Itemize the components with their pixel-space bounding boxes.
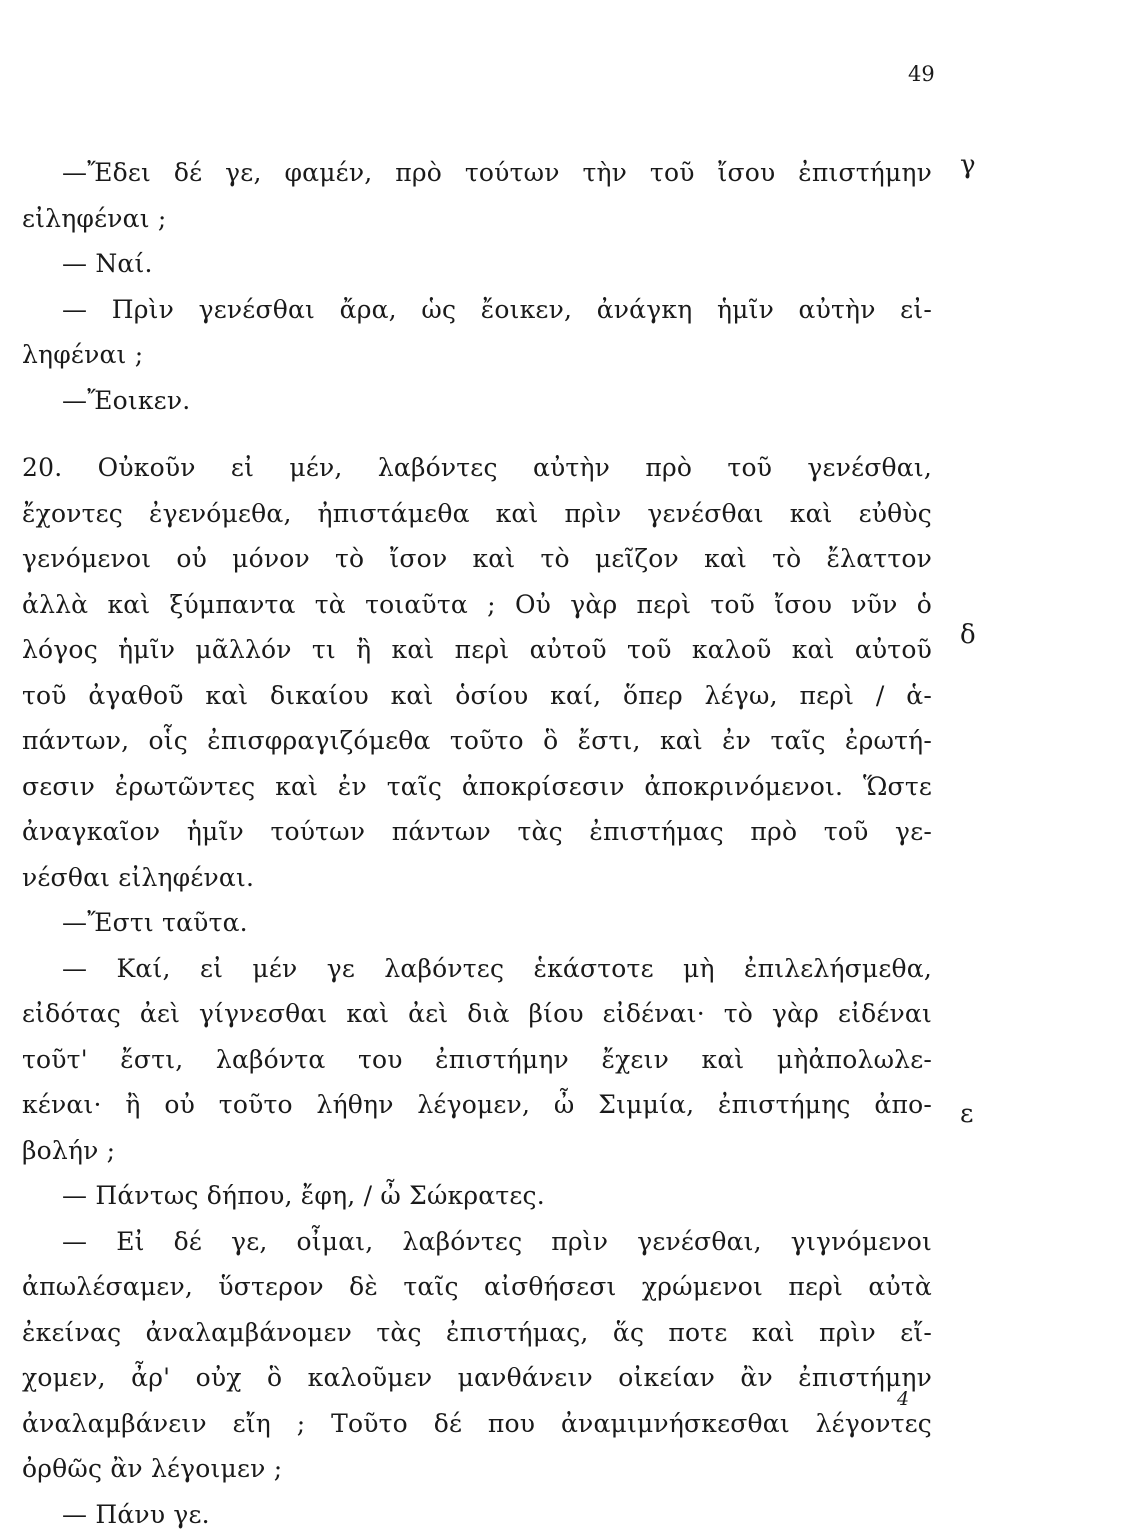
text-line: ἀναλαμβάνειν εἴη ; Τοῦτο δέ που ἀναμιμνήσκεσθαι λέγοντες [22, 1401, 932, 1447]
text-block [22, 150, 932, 1537]
text-line: ὀρθῶς ἂν λέγοιμεν ; [22, 1446, 932, 1492]
text-line: τοῦτ' ἔστι, λαβόντα του ἐπιστήμην ἔχειν καὶ μὴἀπολωλε- [22, 1037, 932, 1083]
text-line: — Πάντως δήπου, ἔφη, / ὦ Σώκρατες. [22, 1173, 932, 1219]
text-line: ἀλλὰ καὶ ξύμπαντα τὰ τοιαῦτα ; Οὐ γὰρ περὶ τοῦ ἴσου νῦν ὁ [22, 582, 932, 628]
text-line: ἀπωλέσαμεν, ὕστερον δὲ ταῖς αἰσθήσεσι χρώμενοι περὶ αὐτὰ [22, 1264, 932, 1310]
text-line: ἔχοντες ἐγενόμεθα, ἠπιστάμεθα καὶ πρὶν γενέσθαι καὶ εὐθὺς [22, 491, 932, 537]
text-line: εἰληφέναι ; [22, 196, 932, 242]
text-line: λόγος ἡμῖν μᾶλλόν τι ἢ καὶ περὶ αὐτοῦ τοῦ καλοῦ καὶ αὐτοῦ [22, 627, 932, 673]
text-line: γενόμενοι οὐ μόνον τὸ ἴσον καὶ τὸ μεῖζον καὶ τὸ ἔλαττον [22, 536, 932, 582]
text-line: — Πάνυ γε. [22, 1492, 932, 1537]
text-line: βολήν ; [22, 1128, 932, 1174]
text-line: εἰδότας ἀεὶ γίγνεσθαι καὶ ἀεὶ διὰ βίου εἰδέναι· τὸ γὰρ εἰδέναι [22, 991, 932, 1037]
text-line: ληφέναι ; [22, 332, 932, 378]
margin-letter-gamma: γ [960, 152, 976, 178]
text-line: 20. Οὐκοῦν εἰ μέν, λαβόντες αὐτὴν πρὸ τοῦ γενέσθαι, [22, 445, 932, 491]
text-line: — Εἰ δέ γε, οἶμαι, λαβόντες πρὶν γενέσθαι, γιγνόμενοι [22, 1219, 932, 1265]
signature-mark: 4 [897, 1390, 909, 1409]
text-line: —Ἔστι ταῦτα. [22, 900, 932, 946]
margin-letter-epsilon: ε [960, 1101, 973, 1127]
text-line: ἐκείνας ἀναλαμβάνομεν τὰς ἐπιστήμας, ἅς ποτε καὶ πρὶν εἴ- [22, 1310, 932, 1356]
margin-letter-delta: δ [960, 622, 976, 648]
text-line: χομεν, ἆρ' οὐχ ὃ καλοῦμεν μανθάνειν οἰκείαν ἂν ἐπιστήμην [22, 1355, 932, 1401]
text-line: ἀναγκαῖον ἡμῖν τούτων πάντων τὰς ἐπιστήμας πρὸ τοῦ γε- [22, 809, 932, 855]
text-line: — Ναί. [22, 241, 932, 287]
text-line: τοῦ ἀγαθοῦ καὶ δικαίου καὶ ὁσίου καί, ὅπερ λέγω, περὶ / ἁ- [22, 673, 932, 719]
text-line: — Πρὶν γενέσθαι ἄρα, ὡς ἔοικεν, ἀνάγκη ἡμῖν αὐτὴν εἰ- [22, 287, 932, 333]
text-line: — Καί, εἰ μέν γε λαβόντες ἑκάστοτε μὴ ἐπιλελήσμεθα, [22, 946, 932, 992]
text-line: —Ἔδει δέ γε, φαμέν, πρὸ τούτων τὴν τοῦ ἴσου ἐπιστήμην [22, 150, 932, 196]
text-line: πάντων, οἷς ἐπισφραγιζόμεθα τοῦτο ὃ ἔστι, καὶ ἐν ταῖς ἐρωτή- [22, 718, 932, 764]
text-line: κέναι· ἢ οὐ τοῦτο λήθην λέγομεν, ὦ Σιμμία, ἐπιστήμης ἀπο- [22, 1082, 932, 1128]
text-line: νέσθαι εἰληφέναι. [22, 855, 932, 901]
text-line: σεσιν ἐρωτῶντες καὶ ἐν ταῖς ἀποκρίσεσιν ἀποκρινόμενοι. Ὥστε [22, 764, 932, 810]
page-number: 49 [908, 64, 935, 85]
text-line: —Ἔοικεν. [22, 378, 932, 424]
margin-letters [960, 0, 1000, 1500]
